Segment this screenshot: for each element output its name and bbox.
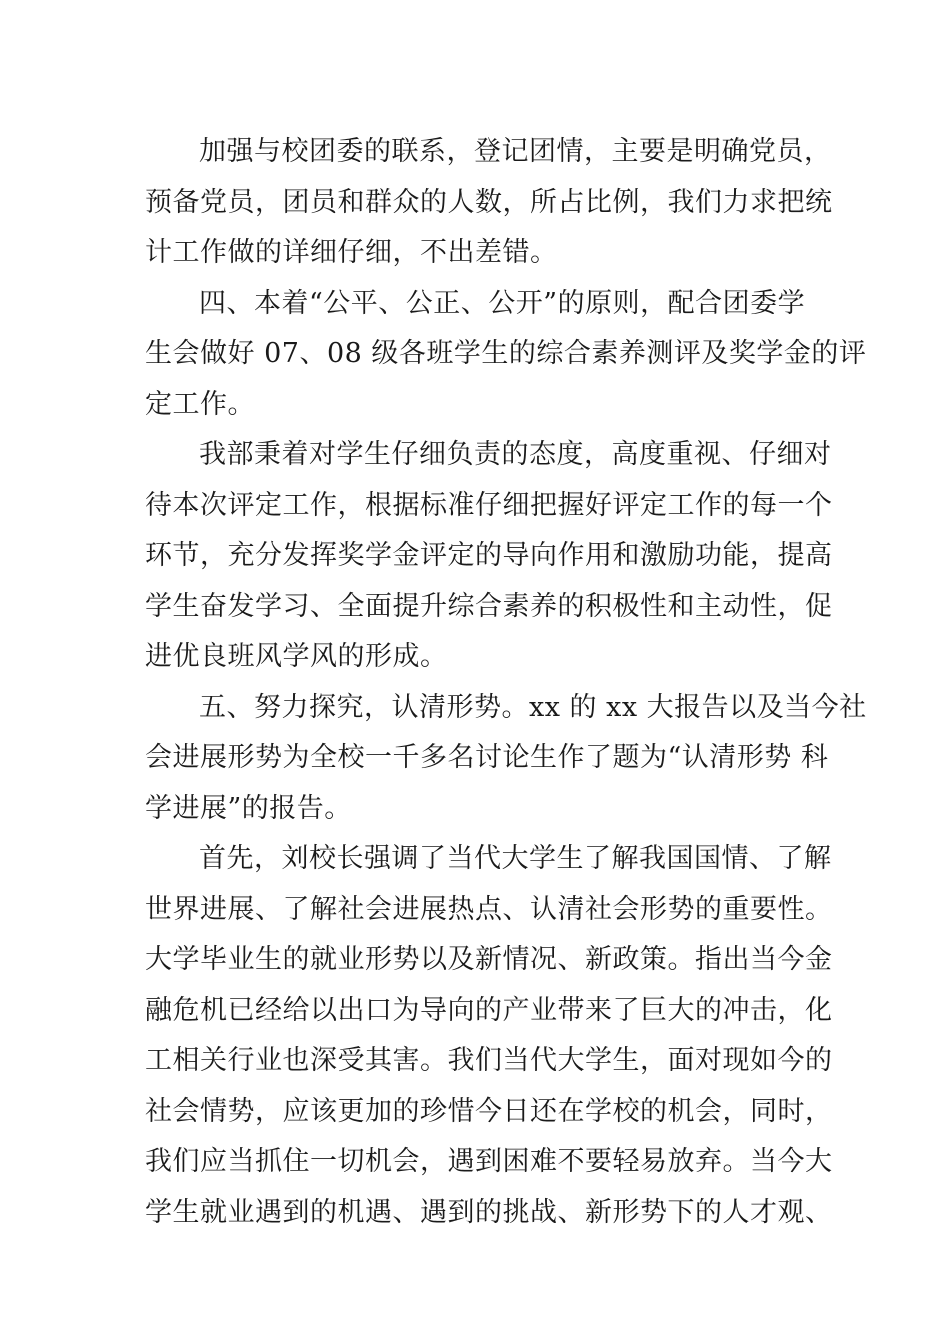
paragraph-line: 工相关行业也深受其害。我们当代大学生，面对现如今的 bbox=[145, 1045, 833, 1076]
paragraph-line: 预备党员，团员和群众的人数，所占比例，我们力求把统 bbox=[145, 186, 833, 218]
paragraph-line: 进优良班风学风的形成。 bbox=[145, 641, 448, 672]
paragraph-line: 五、努力探究，认清形势。xx 的 xx 大报告以及当今社 bbox=[199, 691, 867, 723]
paragraph-line: 世界进展、了解社会进展热点、认清社会形势的重要性。 bbox=[145, 893, 833, 925]
paragraph-line: 学生就业遇到的机遇、遇到的挑战、新形势下的人才观、 bbox=[145, 1196, 833, 1228]
paragraph-line: 我部秉着对学生仔细负责的态度，高度重视、仔细对 bbox=[199, 439, 832, 470]
paragraph-line: 环节，充分发挥奖学金评定的导向作用和激励功能，提高 bbox=[145, 540, 833, 571]
document-body bbox=[145, 127, 867, 1238]
paragraph-line: 生会做好 07、08 级各班学生的综合素养测评及奖学金的评 bbox=[145, 338, 867, 369]
paragraph-line: 待本次评定工作，根据标准仔细把握好评定工作的每一个 bbox=[145, 489, 833, 521]
paragraph-line: 学生奋发学习、全面提升综合素养的积极性和主动性，促 bbox=[145, 590, 833, 622]
paragraph-line: 大学毕业生的就业形势以及新情况、新政策。指出当今金 bbox=[145, 944, 833, 975]
paragraph-line: 首先，刘校长强调了当代大学生了解我国国情、了解 bbox=[199, 843, 832, 874]
paragraph-line: 加强与校团委的联系，登记团情，主要是明确党员， bbox=[199, 136, 832, 167]
paragraph-line: 融危机已经给以出口为导向的产业带来了巨大的冲击，化 bbox=[145, 994, 833, 1026]
paragraph-line: 会进展形势为全校一千多名讨论生作了题为“认清形势 科 bbox=[145, 742, 829, 773]
paragraph-line: 我们应当抓住一切机会，遇到困难不要轻易放弃。当今大 bbox=[145, 1146, 833, 1177]
paragraph-line: 学进展”的报告。 bbox=[145, 792, 352, 824]
paragraph-line: 计工作做的详细仔细，不出差错。 bbox=[145, 237, 558, 268]
paragraph-line: 四、本着“公平、公正、公开”的原则，配合团委学 bbox=[199, 287, 806, 319]
paragraph-line: 定工作。 bbox=[145, 388, 255, 420]
paragraph-line: 社会情势，应该更加的珍惜今日还在学校的机会，同时， bbox=[145, 1095, 833, 1127]
